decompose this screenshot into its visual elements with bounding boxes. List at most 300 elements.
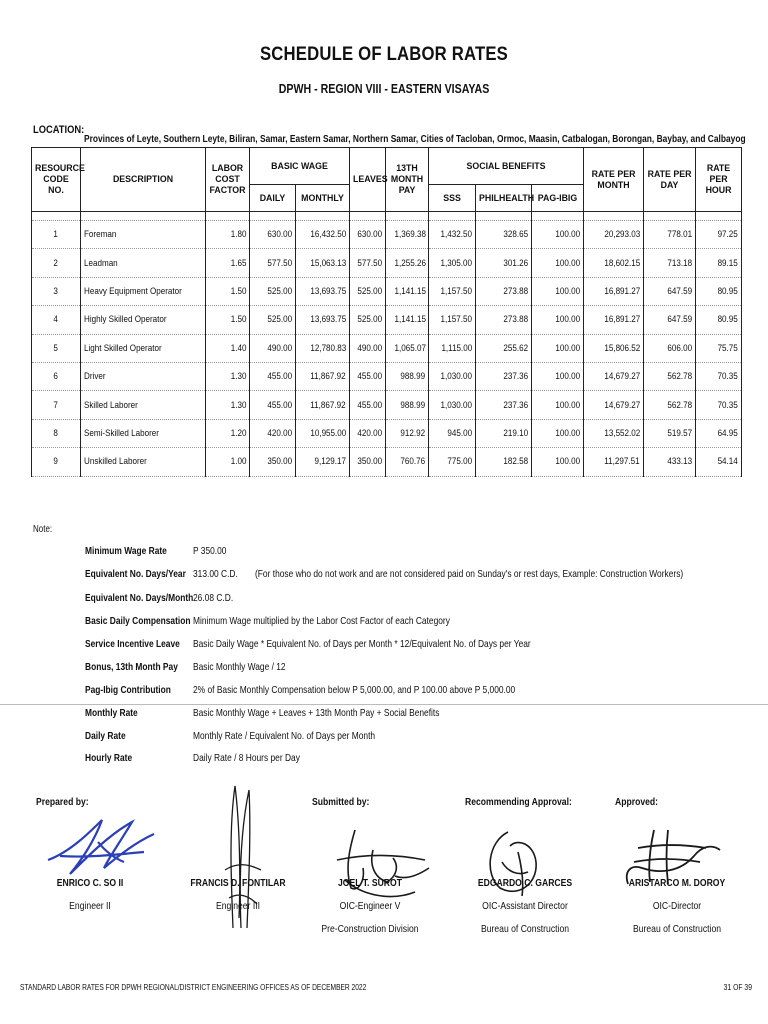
cell-rate-per-hour (696, 221, 742, 249)
cell-rate-per-day-text: 778.01 (667, 229, 693, 241)
cell-philhealth (476, 306, 532, 334)
cell-daily-text: 455.00 (267, 371, 292, 383)
cell-rate-per-day (644, 221, 696, 249)
cell-leaves (350, 277, 386, 305)
cell-description (81, 306, 206, 334)
signatory-division: Bureau of Construction (632, 923, 722, 935)
cell-sss-text: 1,157.50 (440, 314, 473, 326)
cell-labor-cost-factor (206, 277, 250, 305)
cell-monthly (296, 419, 350, 447)
header-sss: SSS (429, 185, 476, 212)
cell-code (32, 221, 81, 249)
cell-labor-cost-factor-text: 1.50 (230, 285, 246, 297)
cell-13th-month-text: 988.99 (400, 399, 426, 411)
cell-code (32, 277, 81, 305)
cell-pagibig-text: 100.00 (555, 285, 581, 297)
header-rate-per-day: RATE PER DAY (644, 148, 696, 212)
cell-13th-month-text: 1,369.38 (394, 229, 426, 241)
note-term: Minimum Wage Rate (85, 545, 167, 557)
cell-leaves-text: 525.00 (357, 314, 383, 326)
document-title: SCHEDULE OF LABOR RATES (259, 44, 509, 65)
cell-leaves-text: 420.00 (357, 427, 383, 439)
cell-labor-cost-factor (206, 334, 250, 362)
page-number: 31 OF 39 (723, 982, 752, 992)
cell-daily (250, 249, 296, 277)
cell-leaves (350, 448, 386, 476)
cell-13th-month (386, 448, 429, 476)
cell-rate-per-month (584, 419, 644, 447)
cell-description (81, 221, 206, 249)
cell-philhealth (476, 419, 532, 447)
recommending-approval-label: Recommending Approval: (465, 796, 572, 808)
location-text: Provinces of Leyte, Southern Leyte, Biliran, Samar, Eastern Samar, Northern Samar, Cities of Tacloban, Ormoc, Maasin, Catbalogan, Borongan, Baybay, and Calbayog (84, 133, 746, 145)
cell-rate-per-month (584, 221, 644, 249)
cell-labor-cost-factor (206, 306, 250, 334)
cell-rate-per-day-text: 562.78 (667, 399, 693, 411)
cell-philhealth (476, 221, 532, 249)
cell-sss-text: 1,030.00 (440, 399, 473, 411)
cell-rate-per-day (644, 277, 696, 305)
note-term: Basic Daily Compensation (85, 615, 191, 627)
cell-description-text: Highly Skilled Operator (84, 314, 167, 326)
cell-leaves (350, 221, 386, 249)
table-row (32, 362, 742, 390)
cell-rate-per-day (644, 249, 696, 277)
cell-code (32, 419, 81, 447)
cell-philhealth (476, 277, 532, 305)
header-basic-wage: BASIC WAGE (250, 148, 350, 185)
cell-13th-month-text: 912.92 (400, 427, 426, 439)
header-leaves: LEAVES (350, 148, 386, 212)
cell-daily-text: 525.00 (267, 285, 292, 297)
cell-labor-cost-factor (206, 448, 250, 476)
signature-edgardo-garces (478, 822, 548, 902)
cell-13th-month (386, 419, 429, 447)
cell-rate-per-month-text: 20,293.03 (604, 229, 641, 241)
note-term: Daily Rate (85, 730, 126, 742)
cell-description (81, 419, 206, 447)
cell-pagibig-text: 100.00 (555, 229, 581, 241)
cell-13th-month-text: 1,141.15 (394, 314, 426, 326)
cell-monthly-text: 16,432.50 (310, 229, 347, 241)
cell-code (32, 448, 81, 476)
cell-labor-cost-factor-text: 1.65 (230, 257, 246, 269)
cell-leaves-text: 577.50 (357, 257, 383, 269)
signatory-division: Bureau of Construction (480, 923, 570, 935)
note-term: Hourly Rate (85, 752, 133, 764)
cell-code-text: 1 (53, 229, 59, 241)
cell-sss-text: 775.00 (447, 456, 473, 468)
cell-pagibig-text: 100.00 (555, 371, 581, 383)
cell-rate-per-hour (696, 362, 742, 390)
header-rate-per-hour: RATE PER HOUR (696, 148, 742, 212)
cell-rate-per-hour (696, 391, 742, 419)
cell-daily-text: 577.50 (267, 257, 292, 269)
cell-rate-per-day-text: 433.13 (667, 456, 693, 468)
cell-monthly-text: 13,693.75 (310, 285, 347, 297)
cell-philhealth (476, 362, 532, 390)
cell-monthly-text: 9,129.17 (314, 456, 347, 468)
cell-code-text: 5 (53, 342, 59, 354)
cell-description-text: Skilled Laborer (84, 399, 138, 411)
cell-labor-cost-factor-text: 1.40 (230, 342, 246, 354)
cell-pagibig (532, 362, 584, 390)
header-description: DESCRIPTION (81, 148, 206, 212)
cell-code (32, 334, 81, 362)
cell-rate-per-day (644, 391, 696, 419)
cell-rate-per-day (644, 419, 696, 447)
labor-rates-table (31, 147, 742, 477)
signatory-title: OIC-Assistant Director (482, 900, 568, 912)
note-definition: 313.00 C.D. (193, 568, 238, 580)
cell-13th-month (386, 306, 429, 334)
cell-code (32, 249, 81, 277)
cell-monthly-text: 11,867.92 (310, 371, 347, 383)
note-term: Monthly Rate (85, 707, 138, 719)
cell-rate-per-day (644, 362, 696, 390)
header-code: RESOURCE CODE NO. (32, 148, 81, 212)
cell-pagibig (532, 221, 584, 249)
cell-description (81, 448, 206, 476)
signatory-title: Engineer II (69, 900, 111, 912)
prepared-by-label: Prepared by: (36, 796, 89, 808)
cell-description-text: Foreman (84, 229, 117, 241)
cell-rate-per-day (644, 448, 696, 476)
header-rate-per-month: RATE PER MONTH (584, 148, 644, 212)
cell-13th-month (386, 391, 429, 419)
cell-labor-cost-factor (206, 419, 250, 447)
cell-daily (250, 391, 296, 419)
cell-monthly-text: 15,063.13 (310, 257, 347, 269)
submitted-by-label: Submitted by: (312, 796, 370, 808)
cell-rate-per-month-text: 16,891.27 (604, 314, 641, 326)
cell-rate-per-hour (696, 249, 742, 277)
cell-description-text: Semi-Skilled Laborer (84, 427, 159, 439)
cell-pagibig-text: 100.00 (555, 399, 581, 411)
cell-leaves-text: 630.00 (357, 229, 383, 241)
header-philhealth: PHILHEALTH (476, 185, 532, 212)
cell-rate-per-day-text: 519.57 (667, 427, 693, 439)
table-row (32, 221, 742, 249)
cell-pagibig-text: 100.00 (555, 427, 581, 439)
cell-description-text: Unskilled Laborer (84, 456, 147, 468)
cell-pagibig (532, 334, 584, 362)
cell-rate-per-day (644, 306, 696, 334)
cell-rate-per-month-text: 14,679.27 (604, 399, 641, 411)
approved-label: Approved: (615, 796, 659, 808)
cell-rate-per-month-text: 16,891.27 (604, 285, 641, 297)
cell-code (32, 391, 81, 419)
cell-leaves (350, 334, 386, 362)
cell-sss (429, 448, 476, 476)
cell-13th-month-text: 1,255.26 (394, 257, 426, 269)
cell-sss (429, 306, 476, 334)
cell-pagibig (532, 249, 584, 277)
cell-rate-per-hour-text: 54.14 (717, 456, 739, 468)
location-label: LOCATION: (33, 124, 85, 136)
cell-code-text: 4 (53, 314, 59, 326)
cell-description-text: Light Skilled Operator (84, 342, 162, 354)
cell-philhealth-text: 219.10 (503, 427, 529, 439)
cell-rate-per-month (584, 362, 644, 390)
cell-description (81, 362, 206, 390)
cell-daily-text: 350.00 (267, 456, 292, 468)
cell-rate-per-day-text: 647.59 (667, 285, 693, 297)
cell-code (32, 306, 81, 334)
cell-leaves-text: 525.00 (357, 285, 383, 297)
cell-monthly-text: 11,867.92 (310, 399, 347, 411)
cell-code-text: 6 (53, 371, 59, 383)
cell-rate-per-day-text: 713.18 (667, 257, 693, 269)
cell-pagibig-text: 100.00 (555, 314, 581, 326)
note-definition: 26.08 C.D. (193, 592, 234, 604)
document-subtitle: DPWH - REGION VIII - EASTERN VISAYAS (278, 82, 490, 96)
cell-labor-cost-factor-text: 1.30 (230, 399, 246, 411)
signatory-division: Pre-Construction Division (321, 923, 419, 935)
cell-rate-per-hour (696, 306, 742, 334)
cell-13th-month (386, 362, 429, 390)
note-term: Service Incentive Leave (85, 638, 180, 650)
cell-daily-text: 525.00 (267, 314, 292, 326)
cell-sss (429, 249, 476, 277)
signatory-name: EDGARDO C. GARCES (477, 877, 573, 889)
cell-13th-month-text: 1,141.15 (394, 285, 426, 297)
cell-philhealth-text: 237.36 (503, 399, 529, 411)
cell-sss-text: 1,115.00 (441, 342, 473, 354)
cell-code-text: 7 (53, 399, 59, 411)
note-definition: Daily Rate / 8 Hours per Day (193, 752, 300, 764)
signature-francis-fontilar (215, 778, 275, 938)
cell-monthly-text: 12,780.83 (310, 342, 347, 354)
cell-sss (429, 419, 476, 447)
cell-philhealth (476, 249, 532, 277)
table-spacer-row (32, 212, 742, 221)
cell-rate-per-month-text: 14,679.27 (604, 371, 641, 383)
cell-rate-per-month-text: 11,297.51 (604, 456, 641, 468)
note-term: Bonus, 13th Month Pay (85, 661, 178, 673)
cell-daily (250, 306, 296, 334)
cell-philhealth (476, 334, 532, 362)
cell-philhealth-text: 255.62 (503, 342, 529, 354)
signatory-name: ENRICO C. SO II (56, 877, 124, 889)
cell-pagibig-text: 100.00 (555, 342, 581, 354)
cell-philhealth-text: 182.58 (503, 456, 529, 468)
table-row (32, 334, 742, 362)
note-term: Equivalent No. Days/Month (85, 592, 194, 604)
cell-13th-month (386, 249, 429, 277)
cell-monthly (296, 221, 350, 249)
cell-description-text: Heavy Equipment Operator (84, 285, 182, 297)
cell-leaves-text: 490.00 (357, 342, 383, 354)
cell-daily (250, 362, 296, 390)
cell-rate-per-hour-text: 89.15 (717, 257, 739, 269)
cell-philhealth-text: 273.88 (503, 314, 529, 326)
cell-pagibig (532, 306, 584, 334)
cell-rate-per-month (584, 249, 644, 277)
cell-rate-per-month-text: 15,806.52 (604, 342, 641, 354)
cell-monthly (296, 391, 350, 419)
cell-monthly (296, 277, 350, 305)
cell-rate-per-hour-text: 70.35 (717, 371, 739, 383)
cell-rate-per-month (584, 306, 644, 334)
table-header-row (32, 148, 742, 185)
cell-sss-text: 1,305.00 (440, 257, 473, 269)
cell-13th-month (386, 277, 429, 305)
cell-description-text: Driver (84, 371, 106, 383)
cell-rate-per-hour (696, 334, 742, 362)
cell-daily-text: 455.00 (267, 399, 292, 411)
header-labor-cost-factor: LABOR COST FACTOR (206, 148, 250, 212)
cell-leaves (350, 419, 386, 447)
cell-labor-cost-factor (206, 249, 250, 277)
cell-rate-per-hour-text: 97.25 (717, 229, 739, 241)
cell-monthly (296, 249, 350, 277)
cell-rate-per-hour-text: 80.95 (717, 285, 739, 297)
header-13th-month: 13TH MONTH PAY (386, 148, 429, 212)
cell-sss (429, 362, 476, 390)
table-row (32, 277, 742, 305)
cell-code-text: 2 (53, 257, 59, 269)
header-daily: DAILY (250, 185, 296, 212)
cell-description (81, 391, 206, 419)
cell-leaves (350, 391, 386, 419)
note-term: Pag-Ibig Contribution (85, 684, 171, 696)
cell-leaves-text: 350.00 (357, 456, 383, 468)
cell-rate-per-hour-text: 80.95 (717, 314, 739, 326)
cell-pagibig-text: 100.00 (555, 257, 581, 269)
cell-labor-cost-factor (206, 362, 250, 390)
cell-leaves (350, 362, 386, 390)
cell-monthly-text: 10,955.00 (310, 427, 347, 439)
cell-leaves-text: 455.00 (357, 371, 383, 383)
cell-pagibig (532, 391, 584, 419)
cell-rate-per-hour-text: 70.35 (717, 399, 739, 411)
cell-description (81, 334, 206, 362)
cell-daily (250, 334, 296, 362)
cell-daily-text: 420.00 (267, 427, 292, 439)
cell-monthly (296, 362, 350, 390)
cell-monthly (296, 334, 350, 362)
cell-code-text: 8 (53, 427, 59, 439)
note-definition: Basic Daily Wage * Equivalent No. of Days per Month * 12/Equivalent No. of Days per Year (193, 638, 531, 650)
cell-sss (429, 221, 476, 249)
signatory-name: FRANCIS D. FONTILAR (190, 877, 286, 889)
cell-sss (429, 391, 476, 419)
cell-philhealth-text: 301.26 (503, 257, 529, 269)
cell-daily (250, 221, 296, 249)
cell-13th-month (386, 221, 429, 249)
cell-labor-cost-factor-text: 1.00 (230, 456, 246, 468)
cell-rate-per-month-text: 18,602.15 (604, 257, 641, 269)
table-row (32, 419, 742, 447)
note-remark: (For those who do not work and are not considered paid on Sunday's or rest days, Example: Construction Workers) (255, 568, 684, 580)
cell-philhealth (476, 391, 532, 419)
cell-philhealth (476, 448, 532, 476)
signatory-name: JOEL T. SUROT (338, 877, 402, 889)
cell-monthly (296, 448, 350, 476)
cell-rate-per-hour-text: 75.75 (717, 342, 739, 354)
header-pagibig: PAG-IBIG (532, 185, 584, 212)
note-definition: Basic Monthly Wage + Leaves + 13th Month Pay + Social Benefits (193, 707, 440, 719)
cell-pagibig (532, 419, 584, 447)
cell-description-text: Leadman (84, 257, 118, 269)
cell-rate-per-month (584, 391, 644, 419)
footer-caption: STANDARD LABOR RATES FOR DPWH REGIONAL/DISTRICT ENGINEERING OFFICES AS OF DECEMBER 2022 (20, 982, 367, 992)
cell-daily-text: 490.00 (267, 342, 292, 354)
cell-labor-cost-factor (206, 221, 250, 249)
header-monthly: MONTHLY (296, 185, 350, 212)
cell-daily (250, 419, 296, 447)
cell-sss-text: 1,432.50 (440, 229, 473, 241)
table-row (32, 448, 742, 476)
cell-rate-per-day (644, 334, 696, 362)
cell-rate-per-day-text: 647.59 (667, 314, 693, 326)
cell-pagibig (532, 448, 584, 476)
cell-code-text: 9 (53, 456, 59, 468)
cell-daily (250, 277, 296, 305)
cell-rate-per-month-text: 13,552.02 (604, 427, 641, 439)
cell-code-text: 3 (53, 285, 59, 297)
cell-sss-text: 1,030.00 (440, 371, 473, 383)
cell-rate-per-day-text: 606.00 (667, 342, 693, 354)
cell-philhealth-text: 237.36 (503, 371, 529, 383)
note-definition: Minimum Wage multiplied by the Labor Cost Factor of each Category (193, 615, 450, 627)
cell-monthly-text: 13,693.75 (310, 314, 347, 326)
cell-sss-text: 1,157.50 (440, 285, 473, 297)
cell-labor-cost-factor-text: 1.80 (230, 229, 246, 241)
cell-leaves (350, 306, 386, 334)
signatory-name: ARISTARCO M. DOROY (628, 877, 726, 889)
cell-code (32, 362, 81, 390)
cell-leaves-text: 455.00 (357, 399, 383, 411)
cell-sss (429, 334, 476, 362)
cell-rate-per-month (584, 448, 644, 476)
cell-rate-per-hour-text: 64.95 (717, 427, 739, 439)
signatory-title: Engineer III (215, 900, 261, 912)
cell-labor-cost-factor-text: 1.50 (230, 314, 246, 326)
cell-philhealth-text: 328.65 (503, 229, 529, 241)
cell-13th-month-text: 1,065.07 (394, 342, 426, 354)
cell-pagibig (532, 277, 584, 305)
cell-rate-per-hour (696, 277, 742, 305)
signatory-title: OIC-Engineer V (339, 900, 401, 912)
note-definition: 2% of Basic Monthly Compensation below P 5,000.00, and P 100.00 above P 5,000.00 (193, 684, 516, 696)
cell-rate-per-hour (696, 448, 742, 476)
cell-rate-per-month (584, 277, 644, 305)
table-row (32, 249, 742, 277)
note-term: Equivalent No. Days/Year (85, 568, 186, 580)
cell-sss (429, 277, 476, 305)
cell-13th-month-text: 988.99 (400, 371, 426, 383)
signature-enrico-so (40, 812, 160, 882)
table-body (32, 221, 742, 477)
cell-philhealth-text: 273.88 (503, 285, 529, 297)
cell-daily (250, 448, 296, 476)
header-social-benefits: SOCIAL BENEFITS (429, 148, 584, 185)
table-row (32, 306, 742, 334)
cell-13th-month (386, 334, 429, 362)
cell-rate-per-day-text: 562.78 (667, 371, 693, 383)
scan-fold-line (0, 704, 768, 705)
cell-daily-text: 630.00 (267, 229, 292, 241)
cell-leaves (350, 249, 386, 277)
cell-sss-text: 945.00 (447, 427, 473, 439)
cell-labor-cost-factor-text: 1.20 (230, 427, 246, 439)
cell-description (81, 249, 206, 277)
cell-rate-per-month (584, 334, 644, 362)
note-definition: Basic Monthly Wage / 12 (193, 661, 286, 673)
note-label: Note: (33, 524, 53, 535)
